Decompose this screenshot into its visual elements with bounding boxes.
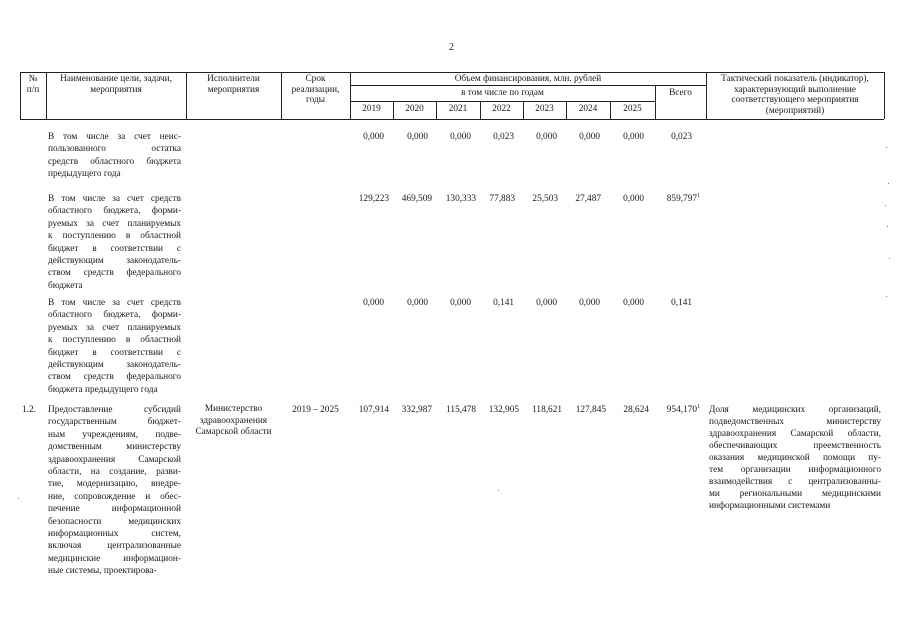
row-value-2019: 107,914	[358, 405, 389, 415]
text-line: предыдущего года	[48, 169, 121, 180]
row-total	[655, 193, 700, 205]
row-value-2023: 25,503	[532, 194, 558, 204]
row-value-2020: 469,509	[401, 194, 432, 204]
text-line: областного бюджета, форми-	[48, 206, 181, 217]
row-total-value: 954,170	[666, 405, 697, 415]
scan-speck	[886, 147, 887, 148]
scan-speck	[498, 490, 499, 491]
page-number: 2	[449, 42, 454, 53]
row-value-2025: 28,624	[623, 405, 649, 415]
row-term: 2019 – 2025	[292, 405, 339, 415]
header-name: Наименование цели, задачи, мероприятия	[60, 74, 172, 95]
row-executors: Министерство здравоохранения Самарской области	[195, 404, 272, 437]
text-line: взаимодействия с централизованны-	[709, 477, 881, 487]
header-year-2022: 2022	[492, 104, 511, 114]
text-line: бюджет в соответствии с	[48, 243, 181, 254]
header-top-border	[20, 72, 884, 73]
text-line: Доля медицинских организаций,	[709, 405, 881, 415]
row-total-value: 859,797	[666, 194, 697, 204]
text-line: ным учреждениям, подве-	[48, 429, 181, 440]
row-value-2024: 127,845	[575, 405, 606, 415]
row-total-footnote: 1	[697, 192, 700, 199]
text-line: средств областного бюджета	[48, 156, 181, 167]
row-total	[655, 404, 700, 416]
text-line: области, на создание, разви-	[48, 467, 181, 478]
header-year-2023: 2023	[535, 104, 554, 114]
scan-speck	[885, 205, 886, 206]
row-total-value: 0,023	[671, 132, 692, 142]
row-num: 1.2.	[22, 405, 36, 415]
text-line: ные системы, проектирова-	[48, 566, 157, 577]
row-value-2020: 332,987	[401, 405, 432, 415]
header-term: Срок реализации, годы	[291, 74, 340, 105]
scan-speck	[887, 226, 888, 227]
text-line: здравоохранения Самарской области,	[709, 429, 881, 439]
text-line: пользованного остатка	[48, 144, 181, 155]
row-value-2024: 27,487	[575, 194, 601, 204]
text-line: медицинские информацион-	[48, 553, 181, 564]
text-line: областного бюджета, форми-	[48, 310, 181, 321]
row-value-2022: 77,883	[489, 194, 515, 204]
row-value-2023: 0,000	[536, 132, 557, 142]
row-value-2025: 0,000	[623, 298, 644, 308]
text-line: ние, сопровождение и обес-	[48, 491, 181, 502]
header-col-line	[884, 72, 885, 119]
row-name	[48, 193, 181, 292]
text-line: безопасности медицинских	[48, 516, 181, 527]
row-value-2024: 0,000	[579, 298, 600, 308]
text-line: бюджета	[48, 280, 83, 291]
text-line: оказания медицинской помощи пу-	[709, 453, 881, 463]
header-funding: Объем финансирования, млн. рублей	[454, 74, 602, 84]
text-line: В том числе за счет неис-	[48, 132, 181, 142]
text-line: действующим законодатель-	[48, 360, 181, 371]
header-bottom-border	[20, 119, 884, 120]
row-value-2022: 0,023	[493, 132, 514, 142]
text-line: ством средств федерального	[48, 372, 181, 383]
text-line: печение информационной	[48, 504, 181, 515]
scan-speck	[888, 183, 889, 184]
row-value-2019: 0,000	[363, 132, 384, 142]
text-line: тем организации информационного	[709, 465, 881, 475]
text-line: обеспечивающих преемственность	[709, 441, 881, 451]
row-value-2022: 132,905	[488, 405, 519, 415]
row-value-2021: 115,478	[446, 405, 476, 415]
row-value-2024: 0,000	[579, 132, 600, 142]
header-year-2024: 2024	[578, 104, 598, 114]
text-line: ством средств федерального	[48, 268, 181, 279]
row-name	[48, 297, 181, 396]
row-value-2019: 0,000	[363, 298, 384, 308]
row-total-value: 0,141	[671, 298, 692, 308]
row-name	[48, 131, 181, 181]
row-total	[655, 131, 692, 143]
scan-speck	[18, 498, 19, 499]
scan-speck	[889, 258, 890, 259]
text-line: руемых за счет планируемых	[48, 218, 181, 229]
text-line: бюджет в соответствии с	[48, 347, 181, 358]
row-value-2021: 0,000	[450, 298, 471, 308]
text-line: действующим законодатель-	[48, 256, 181, 267]
text-line: подведомственных министерству	[709, 417, 881, 427]
row-value-2021: 130,333	[445, 194, 476, 204]
row-value-2023: 0,000	[536, 298, 557, 308]
text-line: информационных систем,	[48, 529, 181, 540]
header-indicator: Тактический показатель (индикатор), характеризующий выполнение соответствующего мероприятия (мероприятий)	[721, 74, 869, 116]
text-line: к поступлению в областной	[48, 231, 181, 242]
header-num: № п/п	[26, 74, 40, 95]
row-value-2020: 0,000	[407, 132, 428, 142]
row-value-2021: 0,000	[450, 132, 471, 142]
row-indicator	[709, 404, 881, 512]
scan-speck	[886, 296, 887, 297]
header-by-years: в том числе по годам	[461, 88, 544, 98]
text-line: включая централизованные	[48, 541, 181, 552]
text-line: государственным бюджет-	[48, 417, 181, 428]
header-year-2020: 2020	[405, 104, 424, 114]
header-total: Всего	[669, 88, 692, 98]
text-line: тие, модернизацию, внедре-	[48, 479, 181, 490]
header-funding-divider	[350, 85, 706, 86]
header-executors: Исполнители мероприятия	[207, 74, 260, 95]
row-name	[48, 404, 181, 578]
text-line: ми региональными медицинскими	[709, 489, 881, 499]
header-year-2019: 2019	[362, 104, 381, 114]
row-value-2023: 118,621	[532, 405, 562, 415]
header-year-2025: 2025	[623, 104, 642, 114]
text-line: Предоставление субсидий	[48, 405, 181, 415]
text-line: домственным министерству	[48, 442, 181, 453]
text-line: руемых за счет планируемых	[48, 322, 181, 333]
text-line: к поступлению в областной	[48, 335, 181, 346]
text-line: бюджета предыдущего года	[48, 384, 158, 395]
row-total	[655, 297, 692, 309]
row-total-footnote: 1	[697, 403, 700, 410]
row-value-2020: 0,000	[407, 298, 428, 308]
row-value-2019: 129,223	[358, 194, 389, 204]
text-line: В том числе за счет средств	[48, 194, 181, 204]
row-value-2022: 0,141	[493, 298, 514, 308]
text-line: информационными системами	[709, 501, 831, 511]
text-line: здравоохранения Самарской	[48, 454, 181, 465]
row-value-2025: 0,000	[623, 132, 644, 142]
text-line: В том числе за счет средств	[48, 298, 181, 308]
row-value-2025: 0,000	[623, 194, 644, 204]
header-year-2021: 2021	[448, 104, 468, 114]
